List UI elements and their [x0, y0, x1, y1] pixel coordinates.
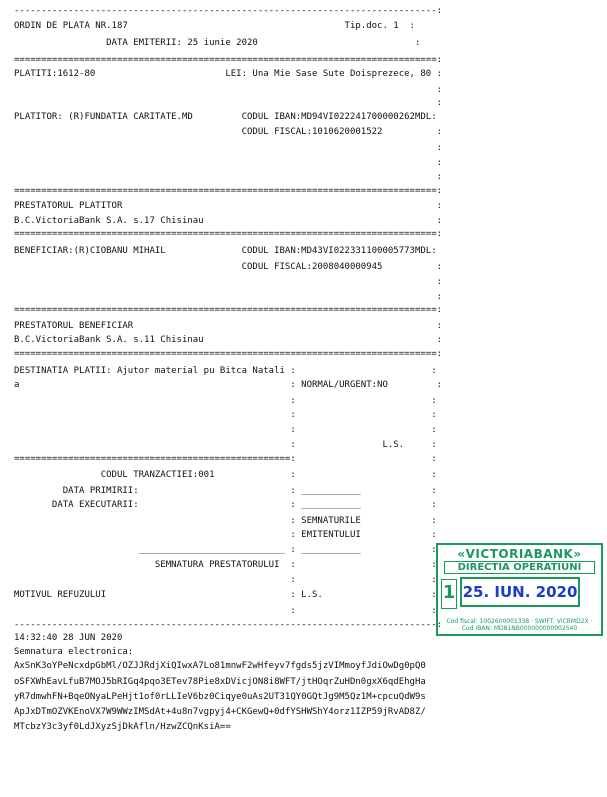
payment-purpose: DESTINATIA PLATII: Ajutor material pu Bitca Natali : :	[14, 366, 437, 376]
separator: ==============================================================================:	[14, 55, 443, 65]
border: :	[14, 292, 443, 302]
payer-fiscal-code: CODUL FISCAL:1010620001522 :	[14, 127, 443, 137]
refusal-reason: MOTIVUL REFUZULUI : L.S. :	[14, 590, 437, 600]
provider-signature: SEMNATURA PRESTATORULUI : :	[14, 560, 437, 570]
border: :	[14, 158, 443, 168]
separator: ------------------------------------------------------------------------------:	[14, 620, 443, 630]
stamp-date: 25. IUN. 2020	[460, 577, 580, 607]
payment-priority: a : NORMAL/URGENT:NO :	[14, 380, 443, 390]
stamp-footer: Cod fiscal: 1002600001338 · SWIFT: VICBMD2X · Cod IBAN: MD81NB000000000002540	[446, 618, 593, 632]
execution-date: DATA EXECUTARII: : ___________ :	[14, 500, 437, 510]
payer-line: PLATITOR: (R)FUNDATIA CARITATE.MD CODUL IBAN:MD94VI022241700000262MDL:	[14, 112, 437, 122]
beneficiary-bank-title: PRESTATORUL BENEFICIAR :	[14, 321, 443, 331]
signature-line: ___________________________ : ___________ :	[14, 545, 437, 555]
border: :	[14, 98, 443, 108]
separator: ------------------------------------------------------------------------------:	[14, 6, 443, 16]
beneficiary-line: BENEFICIAR:(R)CIOBANU MIHAIL CODUL IBAN:MD43VI022331100005773MDL:	[14, 246, 437, 256]
signature-text: yR7dmwhFN+BqeONyaLPeHjt1of0rLLIeV6bz0Ciqye0uAs2UT31QY0GQtJg9M5Qz1M+cpcuQdW9s	[14, 692, 426, 702]
transaction-code: CODUL TRANZACTIEI:001 : :	[14, 470, 437, 480]
bank-stamp	[436, 543, 603, 636]
stamp-number: 1	[441, 579, 457, 609]
border: :	[14, 277, 443, 287]
receipt-date: DATA PRIMIRII: : ___________ :	[14, 486, 437, 496]
border: : :	[14, 606, 437, 616]
border: :	[14, 85, 443, 95]
stamp-bank-name: «VICTORIABANK»	[457, 547, 582, 561]
payer-bank: B.C.VictoriaBank S.A. s.17 Chisinau :	[14, 216, 443, 226]
payer-bank-title: PRESTATORUL PLATITOR :	[14, 201, 443, 211]
beneficiary-bank: B.C.VictoriaBank S.A. s.11 Chisinau :	[14, 335, 443, 345]
issuer-signatures: : EMITENTULUI :	[14, 530, 437, 540]
border: :	[14, 172, 443, 182]
ls-mark: : L.S. :	[14, 440, 437, 450]
issue-date: DATA EMITERII: 25 iunie 2020 :	[14, 38, 421, 48]
border: :	[14, 143, 443, 153]
signature-text: ApJxDTmOZVKEnoVX7W9WWzIMSdAt+4u8n7vgpyj4+CKGewQ+0dfYSHWShY4orz1IZP59jRvAD8Z/	[14, 707, 426, 717]
border: : :	[14, 575, 437, 585]
amount-line: PLATITI:1612-80 LEI: Una Mie Sase Sute Doisprezece, 80 :	[14, 69, 443, 79]
border: : :	[14, 396, 437, 406]
separator: ==============================================================================:	[14, 305, 443, 315]
separator: ==============================================================================:	[14, 349, 443, 359]
separator: ==============================================================================:	[14, 229, 443, 239]
issuer-signatures: : SEMNATURILE :	[14, 516, 437, 526]
separator: ===================================================: :	[14, 454, 437, 464]
signature-text: AxSnK3oYPeNcxdpGbMl/OZJJRdjXiQIwxA7Lo81mnwF2wHfeyv7fgds5jzVIMmoyfJdiOwDg0pQ0	[14, 661, 426, 671]
stamp-department: DIRECTIA OPERATIUNI	[444, 561, 595, 574]
separator: ==============================================================================:	[14, 186, 443, 196]
document-title: ORDIN DE PLATA NR.187 Tip.doc. 1 :	[14, 21, 415, 31]
signature-text: MTcbzY3c3yf0LdJXyzSjDkAfln/HzwZCQnKsiA==	[14, 722, 231, 732]
border: : :	[14, 425, 437, 435]
signature-text: oSFXWhEavLfuB7MOJ5bRIGq4pqo3ETev78Pie8xDVicjON8i8WFT/jtHOqrZuHDn0gxX6qdEhgHa	[14, 677, 426, 687]
electronic-signature-label: Semnatura electronica:	[14, 647, 134, 657]
timestamp: 14:32:40 28 JUN 2020	[14, 633, 123, 643]
beneficiary-fiscal-code: CODUL FISCAL:2008040000945 :	[14, 262, 443, 272]
border: : :	[14, 410, 437, 420]
